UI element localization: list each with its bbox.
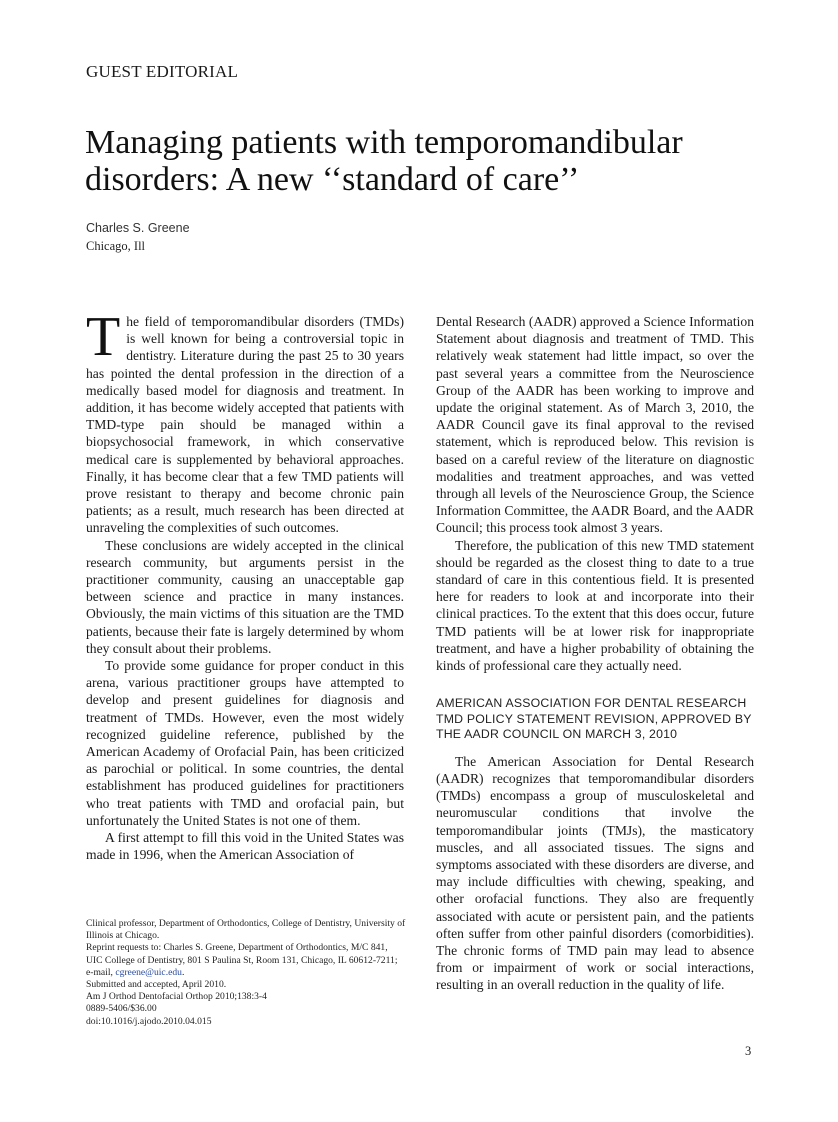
- email-suffix: .: [181, 966, 185, 978]
- policy-statement-heading: AMERICAN ASSOCIATION FOR DENTAL RESEARCH TMD POLICY STATEMENT REVISION, APPROVED BY THE AADR COUNCIL ON MARCH 3, 2010: [436, 696, 752, 742]
- footnote-submitted: Submitted and accepted, April 2010.: [86, 979, 227, 991]
- author-affiliation: Chicago, Ill: [86, 239, 146, 253]
- footnote-citation: Am J Orthod Dentofacial Orthop 2010;138:3-4: [86, 991, 267, 1003]
- section-label: GUEST EDITORIAL: [86, 62, 239, 81]
- paragraph: [86, 306, 404, 537]
- paragraph: Dental Research (AADR) approved a Science Information Statement about diagnosis and treatment of TMD. This relatively weak statement had little impact, so over the past several years a committee from the Neuroscience Group of the AADR has been working to improve and update the original statement. As of March 3, 2010, the AADR Council gave its final approval to the revised statement, which is reproduced below. This revision is based on a careful review of the literature on diagnostic modalities and treatment approaches, and was vetted through all levels of the Neuroscience Group, the Science Information Committee, the AADR Board, and the AADR Council; this process took almost 3 years.: [436, 314, 754, 536]
- page-number: 3: [745, 1044, 752, 1058]
- footnote-reprint: [86, 942, 406, 979]
- footnotes: [86, 918, 406, 1028]
- author-name: Charles S. Greene: [86, 221, 190, 235]
- paragraph: These conclusions are widely accepted in the clinical research community, but arguments persist in the practitioner community, causing an unacceptable gap between science and practice in many instances. Obviously, the main victims of this situation are the TMD patients, because their fate is largely determined by whom they consult about their problems.: [86, 537, 404, 656]
- paragraph: To provide some guidance for proper conduct in this arena, various practitioner groups have attempted to develop and present guidelines for diagnosis and treatment of TMDs. However, even the most widely recognized guideline reference, published by the American Academy of Orofacial Pain, has been criticized as parochial or political. In some countries, the dental establishment has produced guidelines for practitioners who treat patients with TMD and orofacial pain, but unfortunately the United States is not one of them.: [86, 658, 404, 828]
- paragraph: Therefore, the publication of this new TMD statement should be regarded as the closest thing to date to a true standard of care in this contentious field. It is presented here for readers to look at and incorporate into their clinical practices. To the extent that this does occur, future TMD patients will be at lower risk for inappropriate treatment, and have a higher probability of obtaining the kinds of professional care they actually need.: [436, 537, 754, 674]
- reprint-text: Reprint requests to: Charles S. Greene, Department of Orthodontics, M/C 841, UIC College of Dentistry, 801 S Paulina St, Room 131, Chicago, IL 60612-7211; e-mail,: [86, 942, 398, 978]
- title-line-1: Managing patients with temporomandibular: [85, 124, 683, 161]
- paragraph: A first attempt to fill this void in the United States was made in 1996, when the American Association of: [86, 830, 404, 863]
- footnote-position: Clinical professor, Department of Orthodontics, College of Dentistry, University of Illinois at Chicago.: [86, 918, 406, 942]
- footnote-doi: doi:10.1016/j.ajodo.2010.04.015: [86, 1015, 212, 1027]
- footnote-issn: 0889-5406/$36.00: [86, 1003, 157, 1015]
- paragraph: The American Association for Dental Research (AADR) recognizes that temporomandibular disorders (TMDs) encompass a group of musculoskeletal and neuromuscular conditions that involve the temporomandibular joints (TMJs), the masticatory muscles, and all associated tissues. The signs and symptoms associated with these disorders are diverse, and may include difficulties with chewing, speaking, and other orofacial functions. They also are frequently associated with acute or persistent pain, and the patients often suffer from other painful disorders (comorbidities). The chronic forms of TMD pain may lead to absence from or impairment of work or social interactions, resulting in an overall reduction in the quality of life.: [436, 753, 754, 993]
- title-line-2: disorders: A new ‘‘standard of care’’: [85, 161, 580, 198]
- email-link[interactable]: cgreene@uic.edu: [115, 966, 182, 978]
- paragraph-text: he field of temporomandibular disorders (TMDs) is well known for being a controversial topic in dentistry. Literature during the past 25 to 30 years has pointed the dental profession in the direction of a medically based model for diagnosis and treatment. In addition, it has become widely accepted that patients with TMD-type pain should be managed within a biopsychosocial framework, in which conservative medical care is supplemented by behavioral approaches. Finally, it has become clear that a few TMD patients will prove resistant to therapy and become chronic pain patients; as a result, much research has been directed at unraveling the complexities of such outcomes.: [86, 314, 404, 536]
- body-column-left: [86, 306, 404, 864]
- body-column-right: [436, 313, 754, 994]
- drop-cap: T: [86, 306, 121, 368]
- article-title: [85, 124, 765, 198]
